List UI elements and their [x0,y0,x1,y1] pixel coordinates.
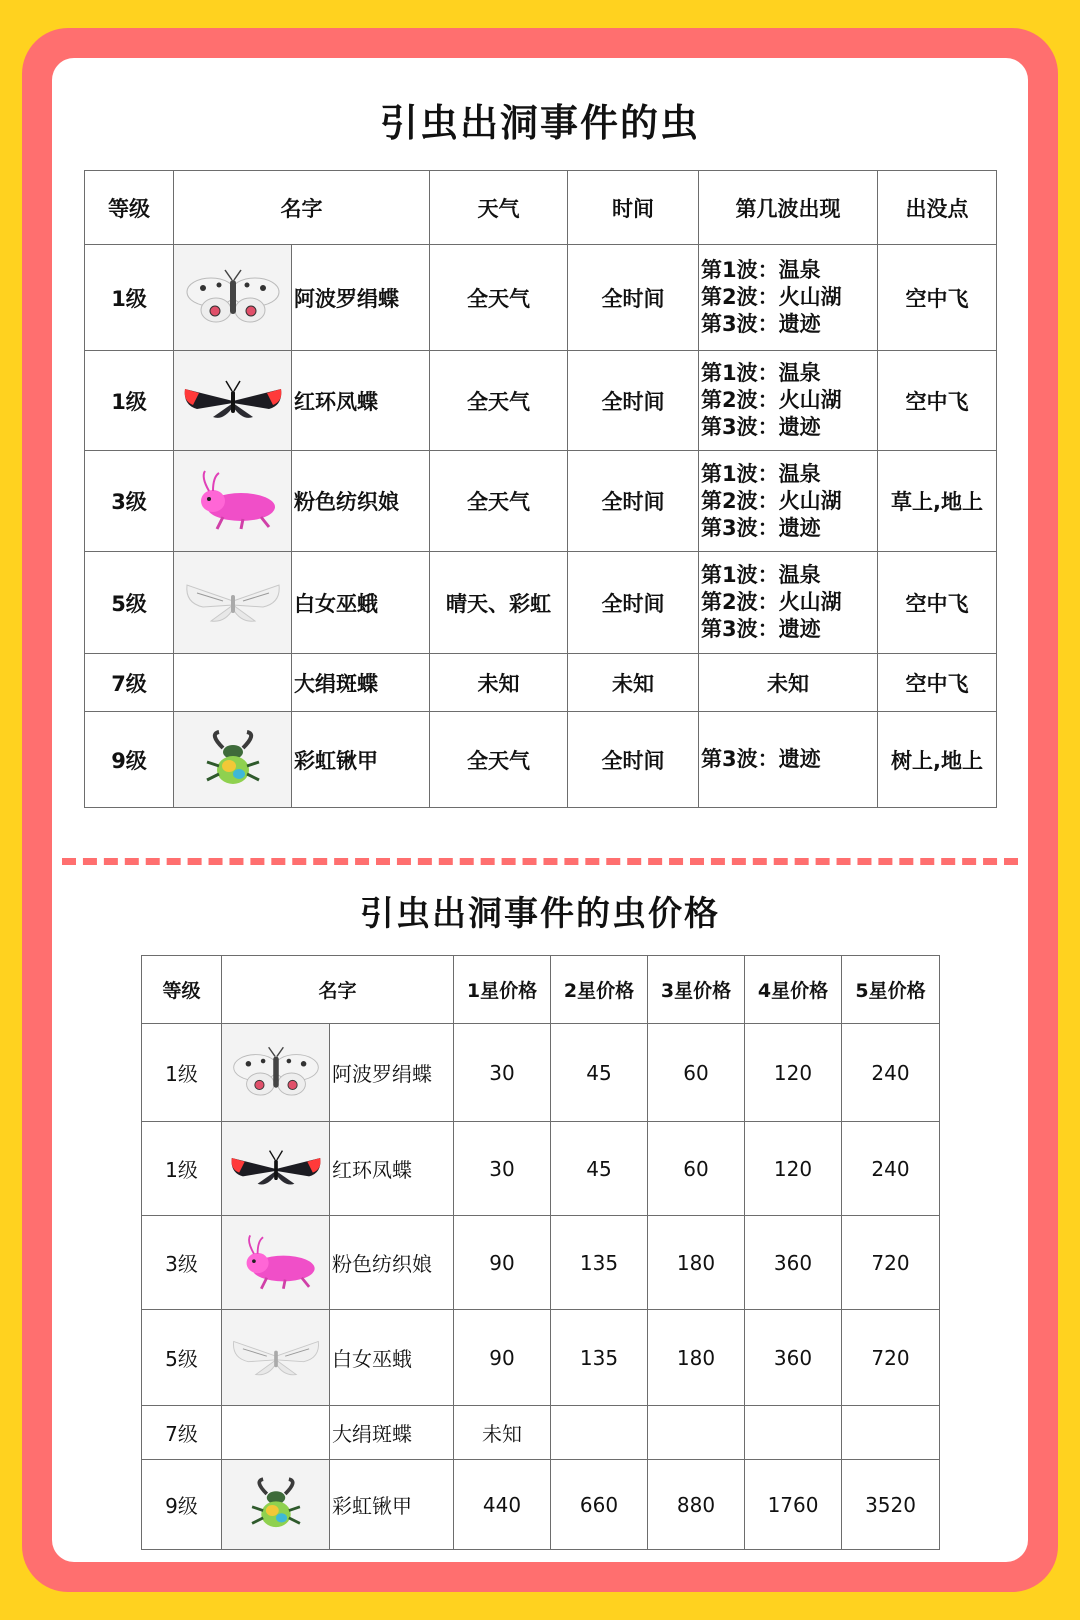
table2-title: 引虫出洞事件的虫价格 [360,894,720,934]
wave-line: 第3波：遗迹 [701,415,821,439]
pink-katydid-icon [230,1235,322,1291]
table1-header-1: 名字 [174,171,430,245]
price-cell: 135 [551,1310,648,1406]
table2-row [142,1122,940,1216]
price-cell: 30 [454,1024,551,1122]
apollo-butterfly-icon [230,1045,322,1101]
wave-cell [699,552,878,654]
table1-header-5: 出没点 [878,171,997,245]
price-cell: 30 [454,1122,551,1216]
wave-cell [699,654,878,712]
bug-image-cell [222,1310,330,1406]
dashed-divider [62,858,1018,865]
bug-name-cell: 阿波罗绢蝶 [292,245,430,351]
wave-line: 第2波：火山湖 [701,388,842,412]
location-cell: 草上,地上 [878,451,997,552]
bug-info-table [84,170,997,808]
table2-row [142,1024,940,1122]
table2-row [142,1460,940,1550]
price-cell: 1760 [745,1460,842,1550]
table1-row [85,451,997,552]
bug-name-cell: 大绢斑蝶 [292,654,430,712]
location-cell: 树上,地上 [878,712,997,808]
level-cell: 7级 [142,1406,222,1460]
price-cell: 880 [648,1460,745,1550]
time-cell: 未知 [568,654,699,712]
price-cell [551,1406,648,1460]
price-cell: 135 [551,1216,648,1310]
time-cell: 全时间 [568,451,699,552]
table2-header-row [142,956,940,1024]
location-cell: 空中飞 [878,654,997,712]
pink-katydid-icon [183,470,283,532]
price-cell: 360 [745,1310,842,1406]
bug-image-cell [174,712,292,808]
table1-header-0: 等级 [85,171,174,245]
bug-image-cell [174,654,292,712]
bug-image-cell [174,245,292,351]
table1-row [85,351,997,451]
wave-cell [699,351,878,451]
price-cell: 240 [842,1024,940,1122]
table2-header-6: 5星价格 [842,956,940,1024]
bug-name-cell: 阿波罗绢蝶 [330,1024,454,1122]
table2-header-2: 1星价格 [454,956,551,1024]
bug-name-cell: 白女巫蛾 [292,552,430,654]
wave-line: 第3波：遗迹 [701,515,821,540]
price-cell: 45 [551,1024,648,1122]
level-cell: 1级 [142,1024,222,1122]
price-cell: 720 [842,1216,940,1310]
price-cell: 60 [648,1024,745,1122]
price-cell [648,1406,745,1460]
weather-cell: 全天气 [430,712,568,808]
table2-header-1: 名字 [222,956,454,1024]
bug-image-cell [174,351,292,451]
price-cell: 3520 [842,1460,940,1550]
bug-name-cell: 彩虹锹甲 [330,1460,454,1550]
wave-line: 第3波：遗迹 [701,617,821,641]
price-cell [745,1406,842,1460]
price-cell: 180 [648,1310,745,1406]
white-moth-icon [230,1330,322,1386]
price-cell: 90 [454,1216,551,1310]
time-cell: 全时间 [568,351,699,451]
bug-image-cell [222,1406,330,1460]
wave-cell [699,451,878,552]
location-cell: 空中飞 [878,245,997,351]
price-cell: 120 [745,1122,842,1216]
table2-header-3: 2星价格 [551,956,648,1024]
table1-row [85,712,997,808]
rainbow-stag-beetle-icon [183,729,283,791]
table2-row [142,1310,940,1406]
wave-line: 第2波：火山湖 [701,285,842,309]
bug-image-cell [174,451,292,552]
table2-header-4: 3星价格 [648,956,745,1024]
price-cell: 120 [745,1024,842,1122]
bug-name-cell: 红环凤蝶 [330,1122,454,1216]
bug-image-cell [222,1024,330,1122]
weather-cell: 全天气 [430,451,568,552]
bug-name-cell: 大绢斑蝶 [330,1406,454,1460]
weather-cell: 晴天、彩虹 [430,552,568,654]
bug-image-cell [222,1216,330,1310]
price-cell: 60 [648,1122,745,1216]
wave-line: 第1波：温泉 [701,563,821,587]
wave-line: 第1波：温泉 [701,361,821,385]
bug-image-cell [222,1460,330,1550]
wave-line: 第3波：遗迹 [701,747,821,771]
level-cell: 7级 [85,654,174,712]
level-cell: 3级 [85,451,174,552]
bug-image-cell [174,552,292,654]
rainbow-stag-beetle-icon [230,1477,322,1533]
time-cell: 全时间 [568,552,699,654]
level-cell: 3级 [142,1216,222,1310]
level-cell: 5级 [142,1310,222,1406]
time-cell: 全时间 [568,245,699,351]
table2-row [142,1216,940,1310]
table1-row [85,245,997,351]
price-cell: 180 [648,1216,745,1310]
apollo-butterfly-icon [183,267,283,329]
white-moth-icon [183,572,283,634]
wave-line: 第3波：遗迹 [701,312,821,336]
bug-price-table [141,955,940,1550]
level-cell: 5级 [85,552,174,654]
weather-cell: 全天气 [430,351,568,451]
location-cell: 空中飞 [878,552,997,654]
level-cell: 1级 [85,351,174,451]
price-cell [842,1406,940,1460]
table1-title: 引虫出洞事件的虫 [379,101,700,145]
wave-cell [699,712,878,808]
table2-header-0: 等级 [142,956,222,1024]
level-cell: 1级 [85,245,174,351]
price-cell: 90 [454,1310,551,1406]
table1-row [85,552,997,654]
price-cell: 660 [551,1460,648,1550]
price-cell: 未知 [454,1406,551,1460]
location-cell: 空中飞 [878,351,997,451]
wave-cell [699,245,878,351]
table1-row [85,654,997,712]
wave-line: 第2波：火山湖 [701,488,842,513]
bug-name-cell: 彩虹锹甲 [292,712,430,808]
table2-row [142,1406,940,1460]
wave-line: 第1波：温泉 [701,258,821,282]
wave-line: 未知 [767,671,809,696]
red-ring-butterfly-icon [183,370,283,432]
red-ring-butterfly-icon [230,1141,322,1197]
weather-cell: 全天气 [430,245,568,351]
bug-name-cell: 红环凤蝶 [292,351,430,451]
bug-name-cell: 粉色纺织娘 [292,451,430,552]
wave-line: 第1波：温泉 [701,461,821,486]
level-cell: 9级 [142,1460,222,1550]
weather-cell: 未知 [430,654,568,712]
table1-header-2: 天气 [430,171,568,245]
table1-header-row [85,171,997,245]
bug-image-cell [222,1122,330,1216]
time-cell: 全时间 [568,712,699,808]
bug-name-cell: 白女巫蛾 [330,1310,454,1406]
table2-header-5: 4星价格 [745,956,842,1024]
level-cell: 1级 [142,1122,222,1216]
bug-name-cell: 粉色纺织娘 [330,1216,454,1310]
table1-header-4: 第几波出现 [699,171,878,245]
table1-header-3: 时间 [568,171,699,245]
price-cell: 440 [454,1460,551,1550]
price-cell: 45 [551,1122,648,1216]
price-cell: 720 [842,1310,940,1406]
level-cell: 9级 [85,712,174,808]
price-cell: 240 [842,1122,940,1216]
wave-line: 第2波：火山湖 [701,590,842,614]
price-cell: 360 [745,1216,842,1310]
